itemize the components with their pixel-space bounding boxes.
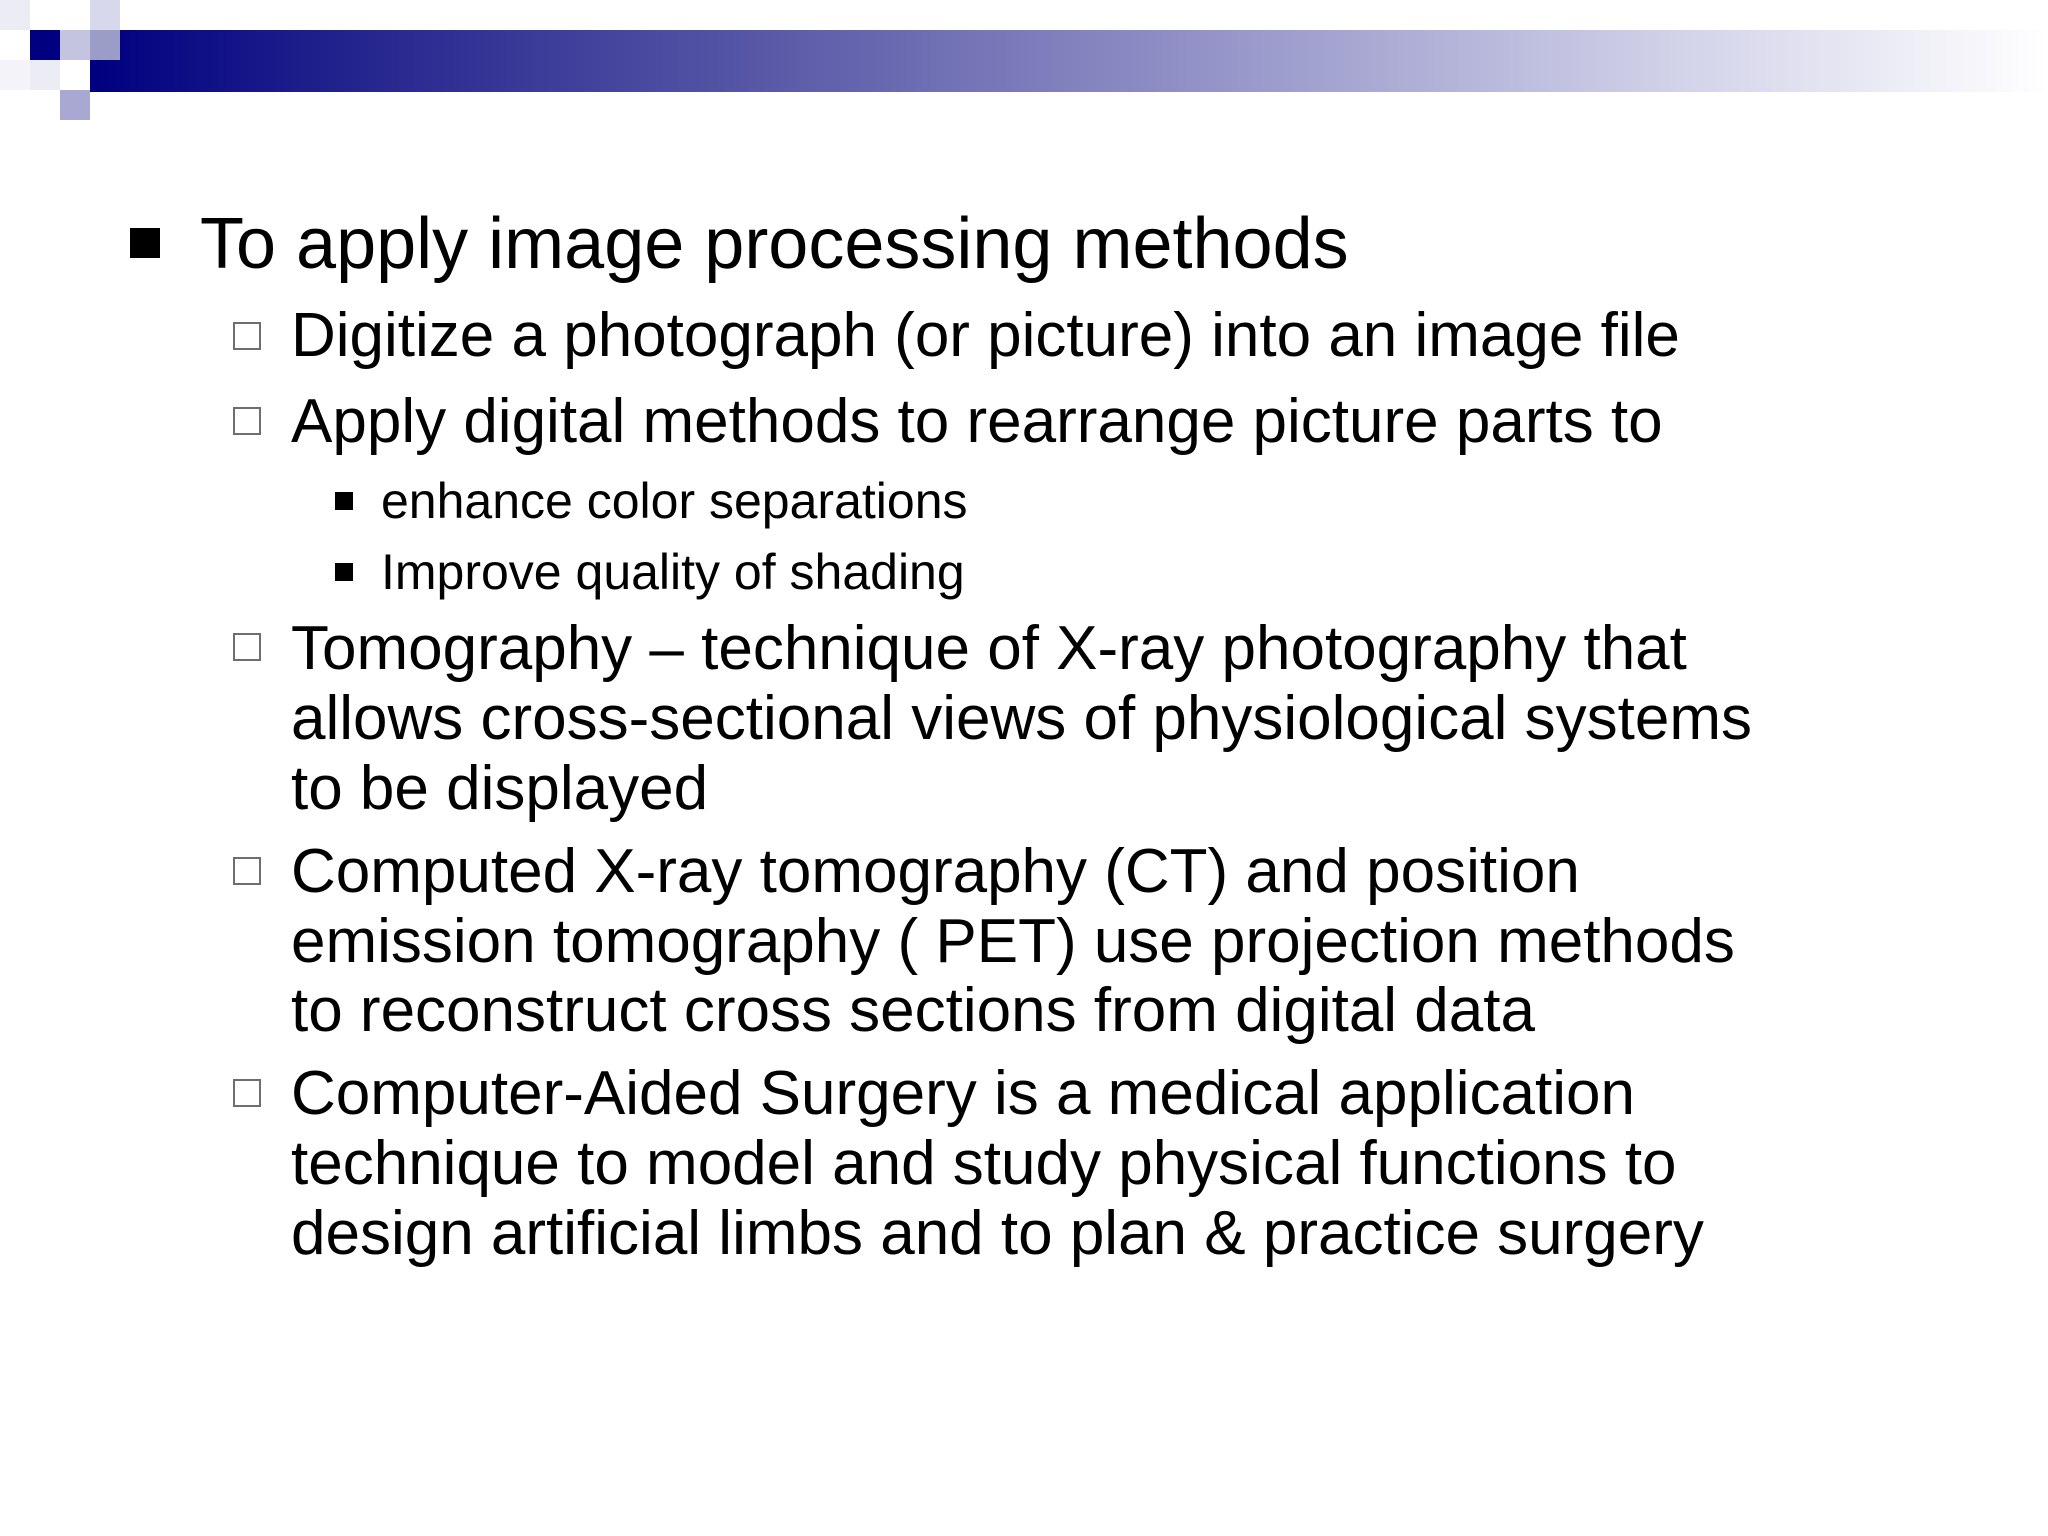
hollow-square-bullet-icon <box>233 1079 261 1107</box>
header-square <box>60 30 90 60</box>
small-square-bullet-icon <box>335 563 353 581</box>
bullet-text: to reconstruct cross sections from digital data <box>291 976 1535 1045</box>
header-square <box>0 0 30 30</box>
bullet-text: enhance color separations <box>381 473 968 529</box>
bullet-text: emission tomography ( PET) use projection methods <box>291 907 1735 976</box>
bullet-text: Digitize a photograph (or picture) into an image file <box>291 301 1680 370</box>
header-square <box>0 60 30 90</box>
hollow-square-bullet-icon <box>233 857 261 885</box>
header-square <box>30 30 60 60</box>
bullet-text: design artificial limbs and to plan & practice surgery <box>291 1199 1704 1268</box>
filled-square-bullet-icon <box>130 228 160 258</box>
bullet-text: Computed X-ray tomography (CT) and position <box>291 837 1580 906</box>
hollow-square-bullet-icon <box>233 322 261 350</box>
header-square <box>30 60 60 90</box>
header-gradient-bar <box>90 30 2048 92</box>
bullet-text: to be displayed <box>291 754 709 823</box>
bullet-text: Computer-Aided Surgery is a medical application <box>291 1059 1635 1128</box>
header-square <box>90 30 120 60</box>
bullet-text: allows cross-sectional views of physiological systems <box>291 684 1752 753</box>
header-square <box>60 90 90 120</box>
hollow-square-bullet-icon <box>233 633 261 661</box>
small-square-bullet-icon <box>335 492 353 510</box>
bullet-text: Apply digital methods to rearrange picture parts to <box>291 387 1663 456</box>
bullet-text: To apply image processing methods <box>200 204 1349 284</box>
header-square <box>90 0 120 30</box>
hollow-square-bullet-icon <box>233 407 261 435</box>
bullet-text: Tomography – technique of X-ray photography that <box>291 614 1687 683</box>
bullet-text: Improve quality of shading <box>381 544 965 600</box>
bullet-text: technique to model and study physical functions to <box>291 1129 1677 1198</box>
